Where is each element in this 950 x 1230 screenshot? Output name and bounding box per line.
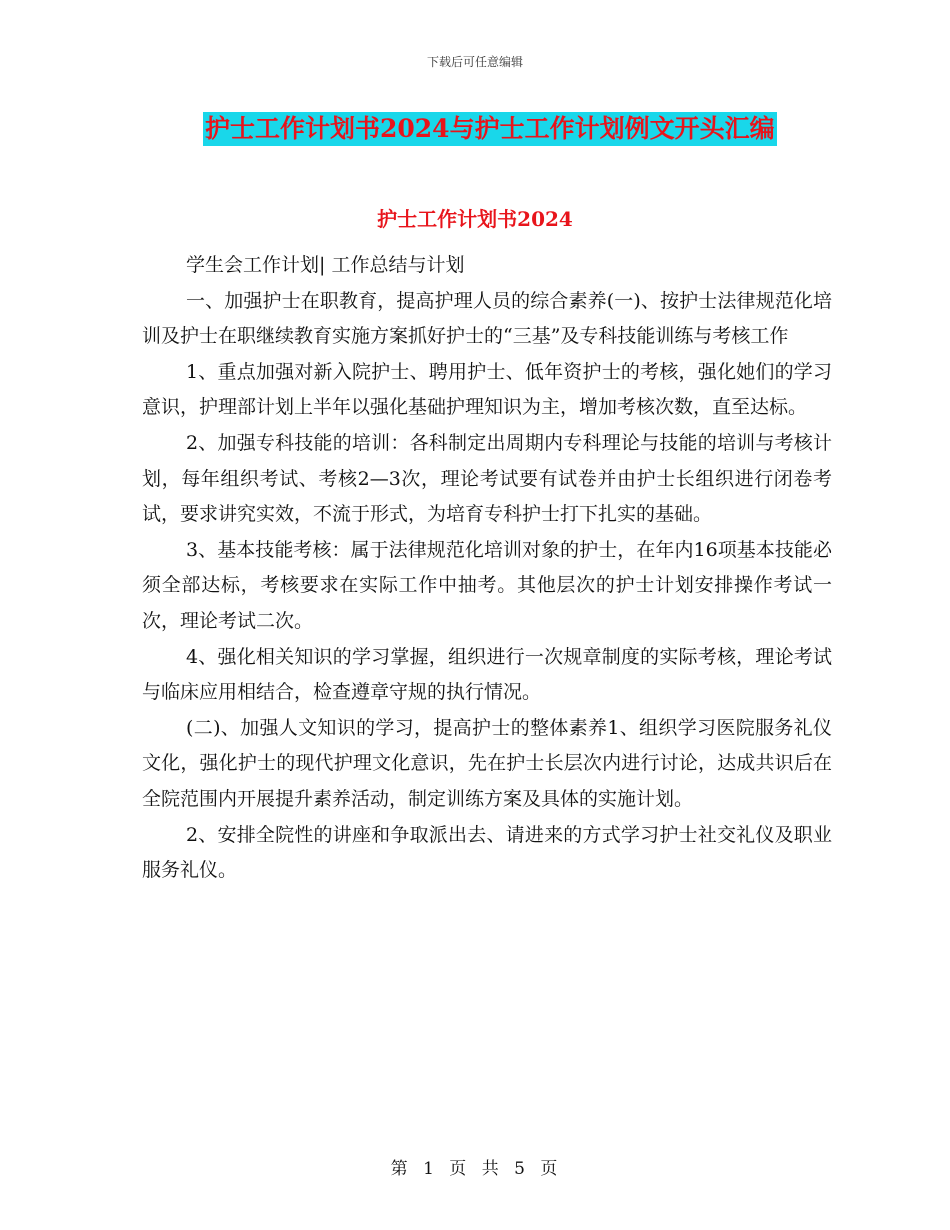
body-text <box>142 248 832 889</box>
paragraph: 2、加强专科技能的培训：各科制定出周期内专科理论与技能的培训与考核计划，每年组织考试、考核2—3次，理论考试要有试卷并由护士长组织进行闭卷考试，要求讲究实效，不流于形式，为培育专科护士打下扎实的基础。 <box>142 431 832 526</box>
paragraph: 1、重点加强对新入院护士、聘用护士、低年资护士的考核，强化她们的学习意识，护理部计划上半年以强化基础护理知识为主，增加考核次数，直至达标。 <box>142 360 832 419</box>
paragraph: 4、强化相关知识的学习掌握，组织进行一次规章制度的实际考核，理论考试与临床应用相结合，检查遵章守规的执行情况。 <box>142 645 832 704</box>
header-note: 下载后可任意编辑 <box>426 55 523 69</box>
section-title: 护士工作计划书2024 <box>377 207 573 231</box>
paragraph: 2、安排全院性的讲座和争取派出去、请进来的方式学习护士社交礼仪及职业服务礼仪。 <box>142 823 832 882</box>
paragraph: (二)、加强人文知识的学习，提高护士的整体素养1、组织学习医院服务礼仪文化，强化护士的现代护理文化意识，先在护士长层次内进行讨论，达成共识后在全院范围内开展提升素养活动，制定训练方案及具体的实施计划。 <box>142 716 832 810</box>
document-title: 护士工作计划书2024与护士工作计划例文开头汇编 <box>203 112 777 146</box>
paragraph: 3、基本技能考核：属于法律规范化培训对象的护士，在年内16项基本技能必须全部达标，考核要求在实际工作中抽考。其他层次的护士计划安排操作考试一次，理论考试二次。 <box>142 538 832 632</box>
page-number-footer: 第 1 页 共 5 页 <box>390 1159 560 1179</box>
paragraph: 一、加强护士在职教育，提高护理人员的综合素养(一)、按护士法律规范化培训及护士在职继续教育实施方案抓好护士的“三基”及专科技能训练与考核工作 <box>142 289 832 348</box>
paragraph: 学生会工作计划| 工作总结与计划 <box>186 254 465 276</box>
